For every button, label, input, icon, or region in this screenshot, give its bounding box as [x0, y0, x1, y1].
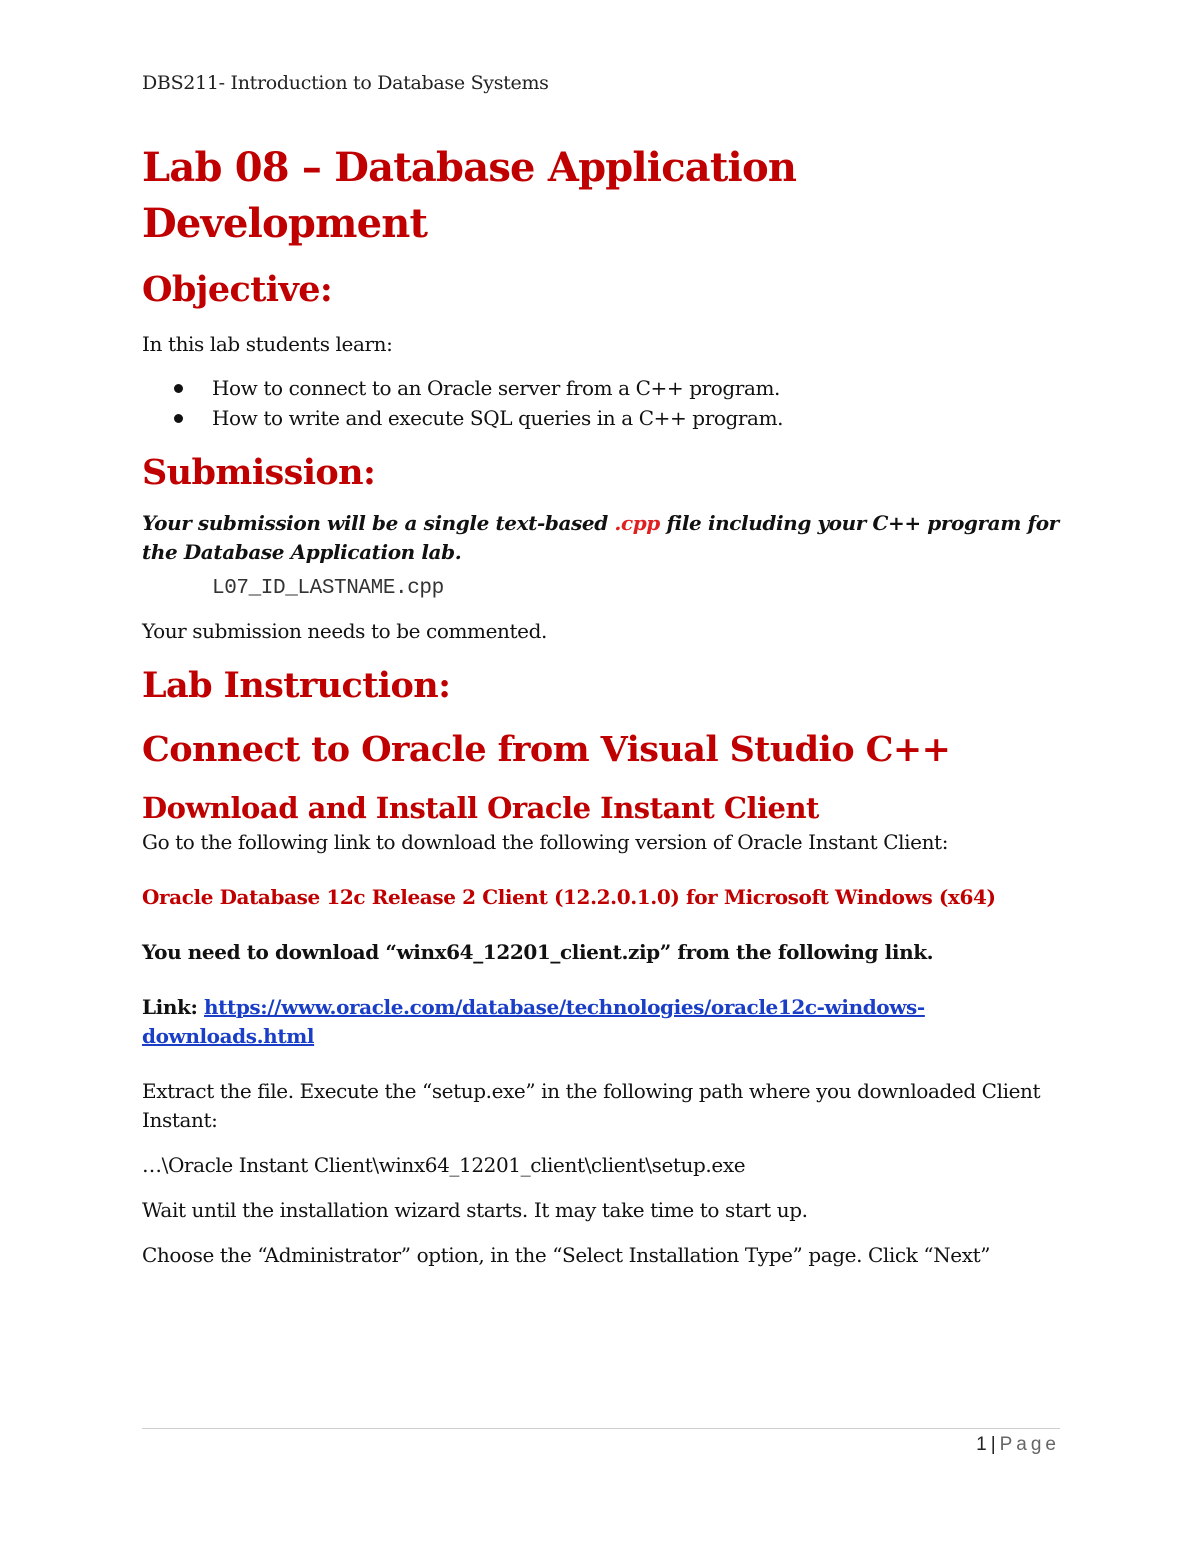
- footer-separator: |: [990, 1434, 996, 1455]
- submission-text-before: Your submission will be a single text-based: [142, 511, 615, 535]
- footer-divider: [142, 1428, 1060, 1429]
- running-header: DBS211- Introduction to Database Systems: [142, 72, 549, 94]
- setup-path: …\Oracle Instant Client\winx64_12201_client\client\setup.exe: [142, 1153, 746, 1177]
- download-subsection-heading: Download and Install Oracle Instant Client: [142, 791, 819, 825]
- wait-instructions: Wait until the installation wizard starts. It may take time to start up.: [142, 1198, 808, 1222]
- submission-note: Your submission needs to be commented.: [142, 619, 547, 643]
- bullet-icon: [174, 414, 183, 423]
- page-number: 1: [976, 1434, 987, 1455]
- link-label: Link:: [142, 995, 198, 1019]
- lab-instruction-heading: Lab Instruction:: [142, 665, 451, 706]
- list-item-text: How to write and execute SQL queries in a C++ program.: [212, 406, 784, 430]
- version-line: Oracle Database 12c Release 2 Client (12.2.0.1.0) for Microsoft Windows (x64): [142, 885, 996, 909]
- bullet-icon: [174, 384, 183, 393]
- submission-heading: Submission:: [142, 452, 376, 493]
- document-title: Lab 08 – Database Application Development: [142, 144, 797, 247]
- download-intro: Go to the following link to download the following version of Oracle Instant Client:: [142, 830, 949, 854]
- choose-instructions: Choose the “Administrator” option, in the “Select Installation Type” page. Click “Next”: [142, 1243, 991, 1267]
- submission-description: [142, 509, 1062, 567]
- objective-intro: In this lab students learn:: [142, 332, 393, 356]
- download-note: You need to download “winx64_12201_client.zip” from the following link.: [142, 940, 934, 964]
- objective-heading: Objective:: [142, 269, 333, 310]
- extract-instructions: Extract the file. Execute the “setup.exe” in the following path where you downloaded Client Instant:: [142, 1079, 1041, 1132]
- submission-filename: L07_ID_LASTNAME.cpp: [212, 577, 444, 600]
- submission-text-after: file including your C++ program for the Database Application lab.: [142, 511, 1059, 564]
- page-content: [142, 140, 1062, 1270]
- connect-section-heading: Connect to Oracle from Visual Studio C++: [142, 729, 951, 770]
- list-item: [142, 373, 1062, 403]
- page-label: Page: [999, 1434, 1060, 1455]
- submission-extension: .cpp: [614, 511, 660, 535]
- link-paragraph: [142, 993, 1062, 1051]
- list-item-text: How to connect to an Oracle server from a C++ program.: [212, 376, 781, 400]
- oracle-download-link[interactable]: https://www.oracle.com/database/technologies/oracle12c-windows-downloads.html: [142, 995, 925, 1048]
- page-footer: [976, 1434, 1060, 1456]
- list-item: [142, 403, 1062, 433]
- objective-list: [142, 373, 1062, 433]
